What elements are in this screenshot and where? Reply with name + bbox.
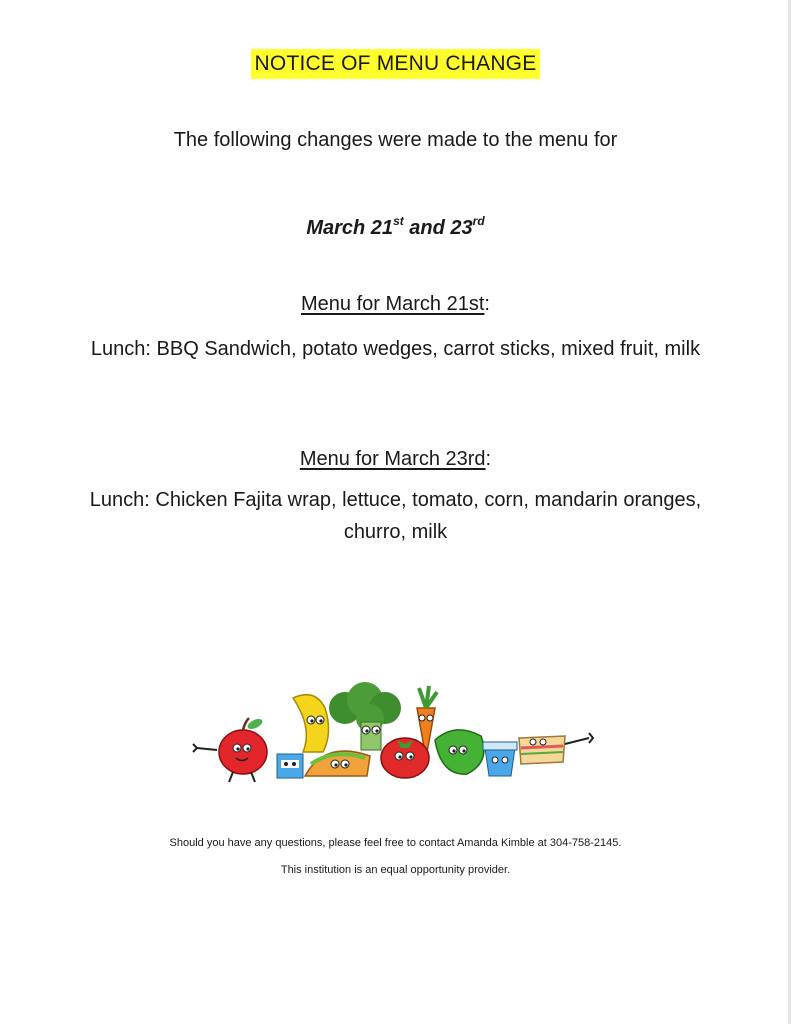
menu-heading-2-text: Menu for March 23rd <box>299 448 486 470</box>
menu-heading-2-colon: : <box>485 448 492 470</box>
menu-heading-1-text: Menu for March 21st <box>301 293 485 315</box>
title-row <box>0 49 791 79</box>
dates-prefix: March 21 <box>306 217 394 239</box>
dates-line <box>0 206 791 243</box>
dates-sup-2: rd <box>472 214 485 228</box>
dates-middle: and 23 <box>403 217 473 239</box>
equal-opportunity-text: This institution is an equal opportunity provider. <box>280 864 511 876</box>
menu-lunch-1: Lunch: BBQ Sandwich, potato wedges, carrot sticks, mixed fruit, milk <box>90 338 701 360</box>
intro-text: The following changes were made to the menu for <box>173 129 618 151</box>
menu-heading-1-colon: : <box>484 293 490 315</box>
menu-heading-2 <box>0 445 791 473</box>
menu-lunch-2: Lunch: Chicken Fajita wrap, lettuce, tomato, corn, mandarin oranges, churro, milk <box>89 489 702 543</box>
contact-text: Should you have any questions, please feel free to contact Amanda Kimble at 304-758-2145. <box>169 837 622 849</box>
notice-title: NOTICE OF MENU CHANGE <box>251 49 541 79</box>
menu-heading-1 <box>0 290 791 318</box>
dates-sup-1: st <box>393 214 404 228</box>
cartoon-food-characters-icon <box>185 678 605 790</box>
